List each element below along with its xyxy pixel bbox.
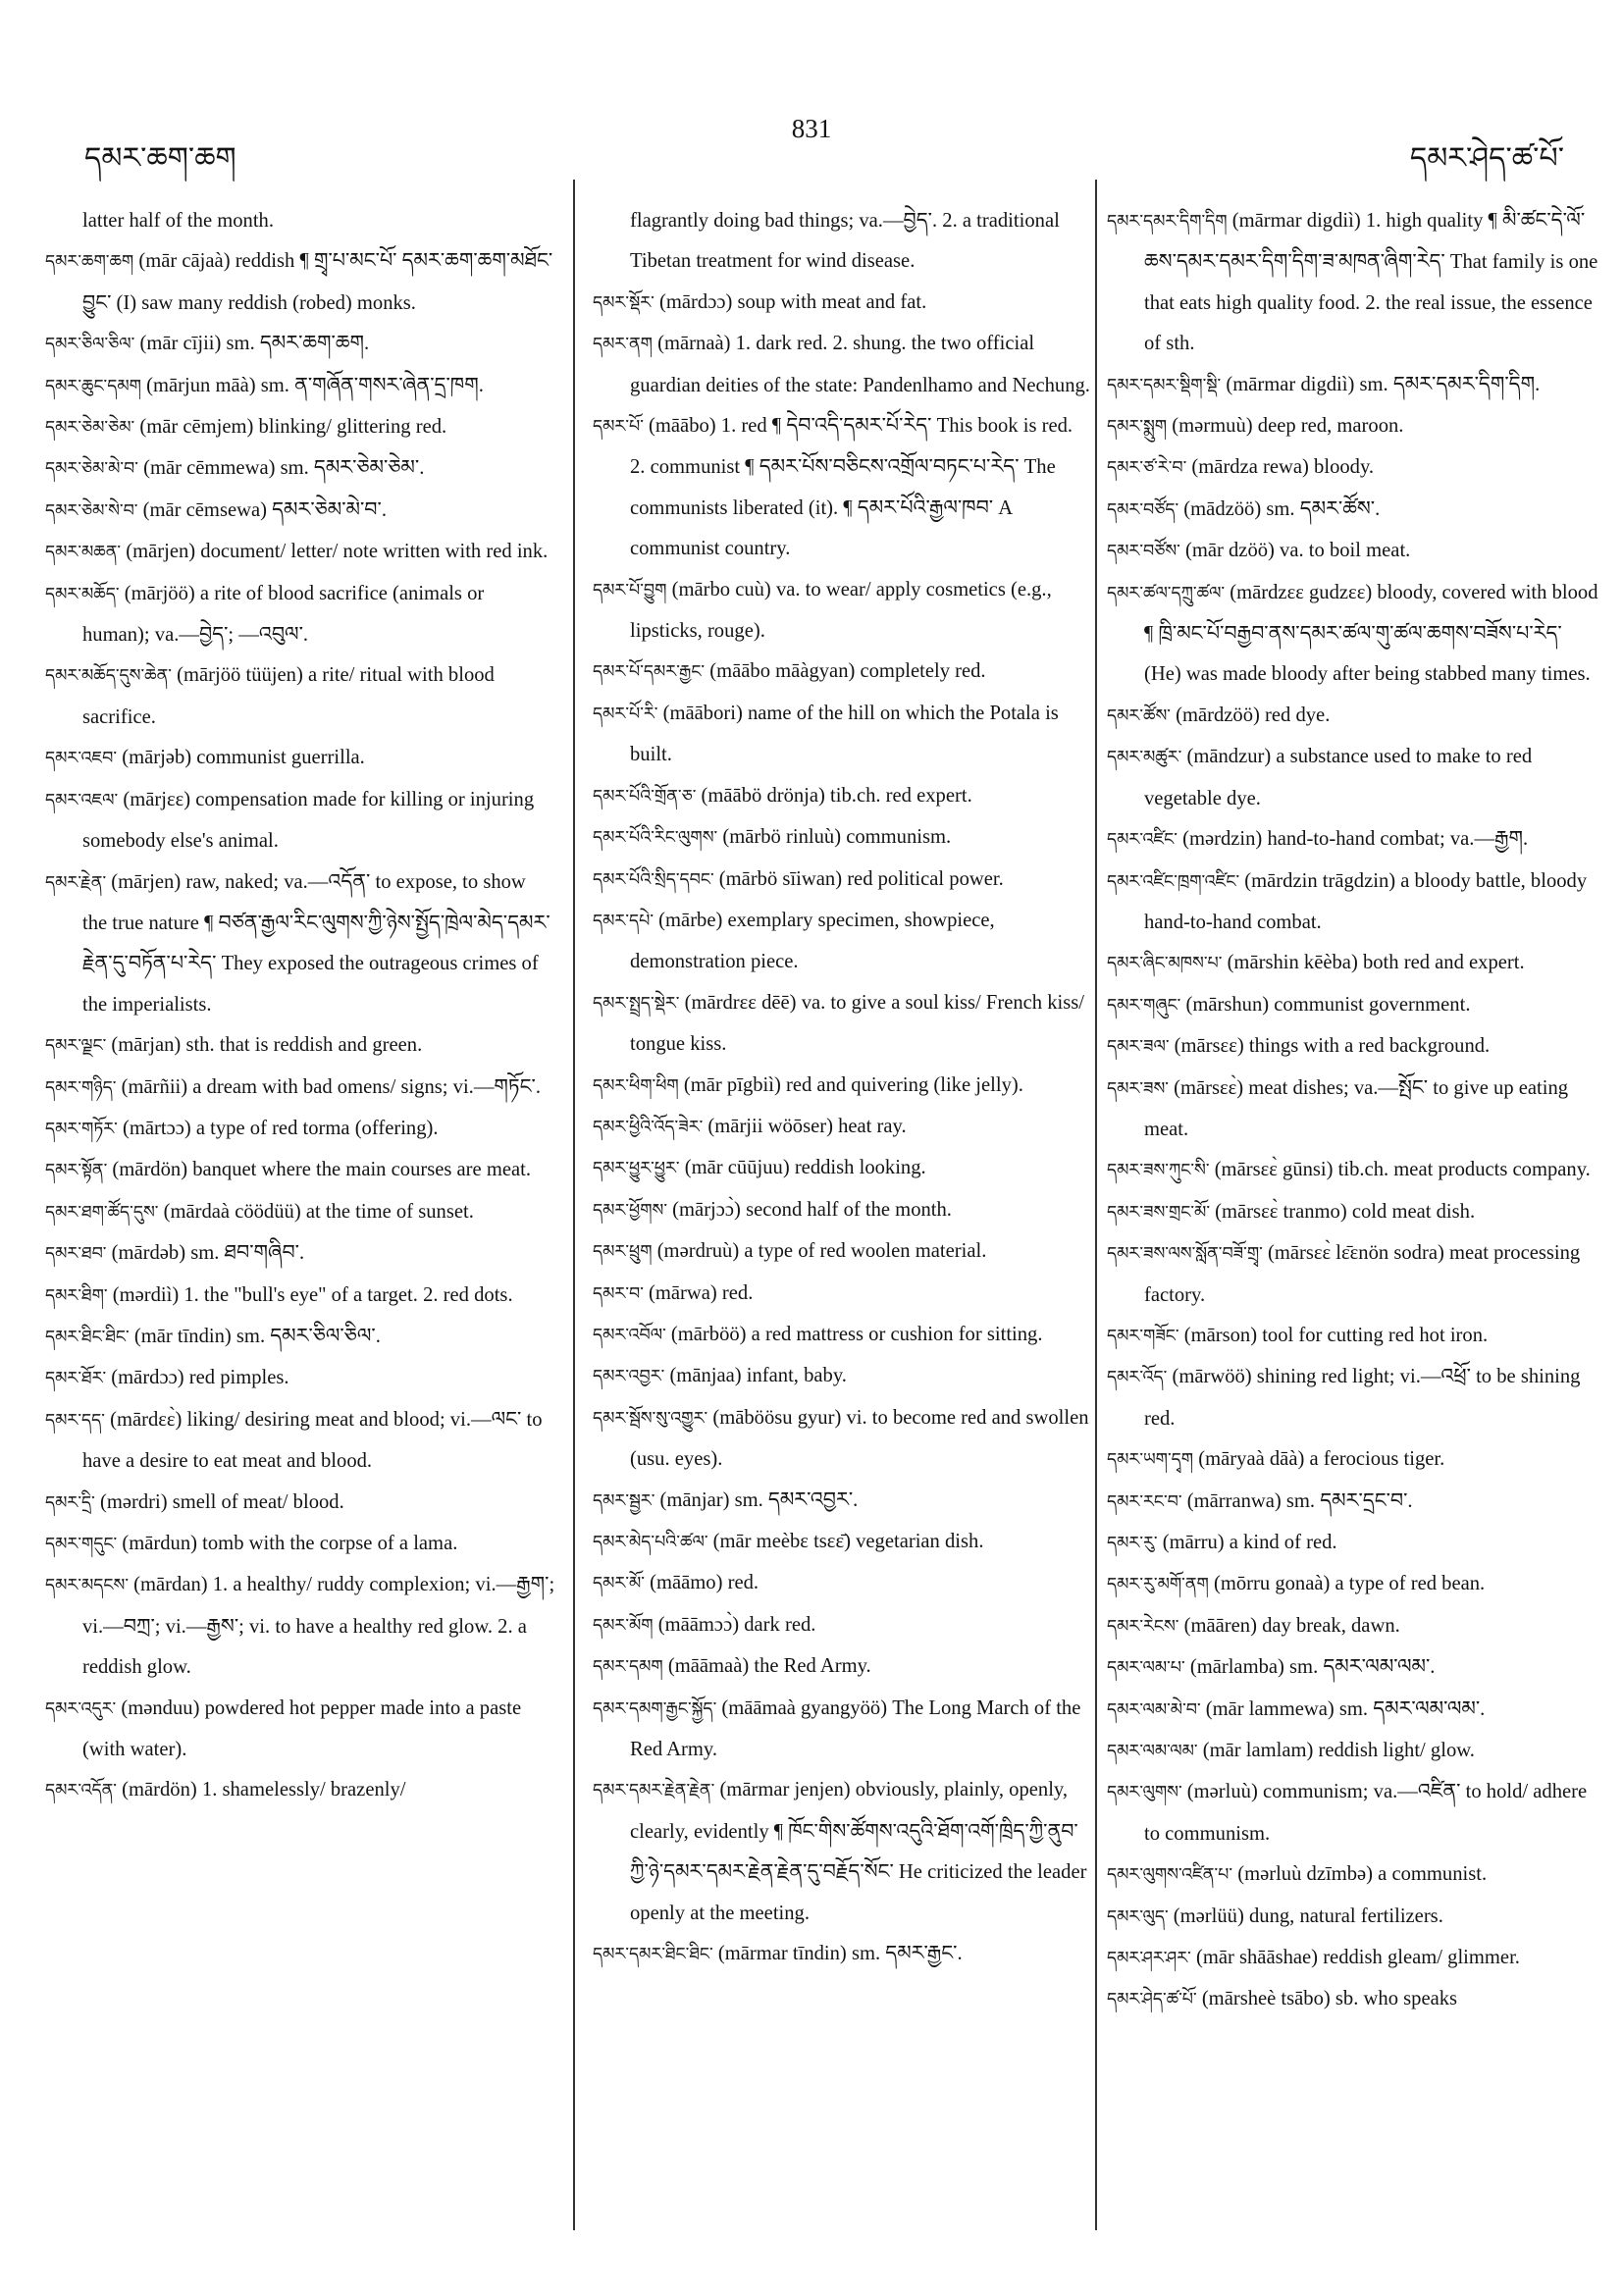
dictionary-entry xyxy=(45,1068,555,1109)
entry-definition: (mārmar digdiì) sm. དམར་དམར་དིག་དིག. xyxy=(1221,373,1541,395)
entry-headword: དམར་འདུར་ xyxy=(45,1698,117,1719)
entry-definition: latter half of the month. xyxy=(82,210,275,232)
dictionary-entry xyxy=(1107,943,1603,984)
dictionary-entry xyxy=(593,1563,1091,1604)
entry-definition: (māryaà dāà) a ferocious tiger. xyxy=(1193,1448,1445,1471)
dictionary-entry xyxy=(45,655,555,738)
entry-definition: (mārñii) a dream with bad omens/ signs; vi.—གཏོང་. xyxy=(116,1075,541,1098)
entry-headword: དམར་དམར་ཐིང་ཐིང་ xyxy=(593,1945,713,1965)
entry-headword: དམར་གཟོང་ xyxy=(1107,1326,1179,1346)
dictionary-entry xyxy=(45,1483,555,1524)
entry-definition: (mārböö) a red mattress or cushion for sitting. xyxy=(665,1323,1043,1345)
dictionary-entry xyxy=(1107,1606,1603,1647)
dictionary-entry xyxy=(1107,737,1603,819)
dictionary-entry xyxy=(593,1398,1091,1481)
entry-definition: (mārjun māà) sm. ན་གཞོན་གསར་ཞེན་དྲ་ཁག. xyxy=(140,374,484,396)
dictionary-entry xyxy=(593,1934,1091,1975)
dictionary-entry xyxy=(1107,1938,1603,1979)
entry-headword: དམར་བཙོས་ xyxy=(1107,542,1180,562)
entry-headword: དམར་ཐོར་ xyxy=(45,1369,107,1389)
entry-headword: དམར་མེད་པའི་ཚལ་ xyxy=(593,1533,708,1552)
entry-headword: དམར་སྟོན་ xyxy=(45,1161,108,1181)
entry-definition: (māāmaà) the Red Army. xyxy=(662,1655,871,1678)
dictionary-column-2 xyxy=(593,201,1091,1975)
dictionary-entry xyxy=(593,1605,1091,1646)
entry-definition: (mārjen) raw, naked; va.—འདོན་ to expose, to show the true nature ¶ བཙན་རྒྱལ་རིང་ལུགས་ཀྱི་ཉེས་སྤྱོད་ཁྲེལ་མེད་དམར་རྗེན་དུ་བཏོན་པ་རེད་ They exposed the outrageous crimes of the imperialists. xyxy=(82,870,550,1016)
entry-definition: (mārsɛɛ̀ tranmo) cold meat dish. xyxy=(1210,1200,1476,1223)
entry-headword: དམར་བ་ xyxy=(593,1283,644,1304)
dictionary-entry xyxy=(1107,573,1603,696)
entry-definition: (mārdɛɛ̀) liking/ desiring meat and blood; vi.—ལང་ to have a desire to eat meat and blood. xyxy=(82,1408,543,1473)
dictionary-entry xyxy=(593,1522,1091,1563)
entry-definition: (mārdön) 1. shamelessly/ brazenly/ xyxy=(116,1779,406,1801)
dictionary-entry xyxy=(1107,1731,1603,1772)
dictionary-entry xyxy=(1107,1564,1603,1605)
entry-definition: (mārjen) document/ letter/ note written with red ink. xyxy=(121,541,549,563)
entry-definition: (mārnaà) 1. dark red. 2. shung. the two official guardian deities of the state: Pandenlhamo and Nechung. xyxy=(630,333,1090,396)
entry-definition: (mārbe) exemplary specimen, showpiece, demonstration piece. xyxy=(630,909,995,973)
entry-headword: དམར་པོ་དམར་རྒྱང་ xyxy=(593,662,706,683)
dictionary-entry xyxy=(45,324,555,365)
entry-definition: (mərmuù) deep red, maroon. xyxy=(1167,415,1404,438)
entry-headword: དམར་འཇབ་ xyxy=(45,749,118,769)
entry-headword: དམར་ཅེམ་ཅེམ་ xyxy=(45,418,135,439)
dictionary-entry xyxy=(593,406,1091,570)
dictionary-entry xyxy=(1107,1233,1603,1316)
entry-definition: (mār cījii) sm. དམར་ཆག་ཆག. xyxy=(134,333,370,355)
dictionary-entry xyxy=(45,1025,555,1067)
entry-headword: དམར་ཕྱོགས་ xyxy=(593,1200,668,1221)
dictionary-entry xyxy=(593,283,1091,324)
entry-headword: དམར་རུ་ xyxy=(1107,1534,1158,1553)
entry-headword: དམར་ལམ་མེ་བ་ xyxy=(1107,1699,1201,1720)
entry-headword: དམར་ལུགས་འཛིན་པ་ xyxy=(1107,1865,1233,1886)
entry-headword: དམར་རང་བ་ xyxy=(1107,1491,1182,1512)
dictionary-entry xyxy=(1107,1523,1603,1564)
entry-headword: དམར་ཐིག་ xyxy=(45,1285,108,1306)
dictionary-entry xyxy=(1107,490,1603,531)
dictionary-entry xyxy=(45,574,555,656)
entry-definition: (mārwa) red. xyxy=(643,1281,754,1304)
dictionary-entry xyxy=(45,407,555,448)
entry-definition: (mərdzin) hand-to-hand combat; va.—རྒྱག. xyxy=(1177,828,1529,851)
entry-headword: དམར་པོ་ xyxy=(593,417,644,438)
running-head-left: དམར་ཆག་ཆག xyxy=(84,141,236,176)
dictionary-entry xyxy=(1107,1439,1603,1481)
dictionary-entry xyxy=(45,366,555,407)
dictionary-entry xyxy=(45,1317,555,1358)
dictionary-entry xyxy=(1107,1772,1603,1854)
entry-definition: (mārjöö tüüjen) a rite/ ritual with blood sacrifice. xyxy=(82,664,495,728)
entry-headword: དམར་ཤེད་ཚ་པོ་ xyxy=(1107,1990,1197,2010)
entry-definition: (mārbö sīiwan) red political power. xyxy=(713,867,1004,890)
entry-headword: དམར་ལམ་ལམ་ xyxy=(1107,1742,1198,1762)
dictionary-entry xyxy=(593,324,1091,406)
dictionary-entry xyxy=(45,1150,555,1191)
entry-headword: དམར་པོ་བྱུག xyxy=(593,580,667,600)
entry-definition: (mār shāāshae) reddish gleam/ glimmer. xyxy=(1190,1947,1520,1969)
entry-headword: དམར་ཙ་རེ་བ་ xyxy=(1107,458,1187,479)
dictionary-entry xyxy=(45,532,555,573)
entry-headword: དམར་ཆུང་དམག xyxy=(45,376,141,396)
entry-headword: དམར་འཛིང་ xyxy=(1107,830,1178,851)
entry-definition: (māāmaà gyangyöö) The Long March of the Red Army. xyxy=(630,1696,1081,1761)
entry-definition: (mār cūūjuu) reddish looking. xyxy=(679,1157,926,1179)
entry-definition: (māāmɔɔ̀) dark red. xyxy=(653,1613,816,1636)
dictionary-entry xyxy=(45,448,555,490)
entry-headword: དམར་ཕྱུར་ཕྱུར་ xyxy=(593,1159,680,1179)
dictionary-column-3 xyxy=(1107,201,1603,2021)
entry-definition: (mārdun) tomb with the corpse of a lama. xyxy=(117,1533,458,1554)
entry-definition: (mārshun) communist government. xyxy=(1180,993,1471,1016)
dictionary-entry xyxy=(1107,861,1603,944)
entry-headword: དམར་བཙོད་ xyxy=(1107,499,1179,520)
entry-definition: (mār tīndin) sm. དམར་ཅིལ་ཅིལ་. xyxy=(129,1325,381,1347)
entry-definition: (mōrru gonaà) a type of red bean. xyxy=(1208,1573,1486,1595)
entry-headword: དམར་ཐབ་ xyxy=(45,1244,107,1265)
entry-definition: (mār cēmmewa) sm. དམར་ཅེམ་ཅེམ་. xyxy=(137,457,425,480)
dictionary-entry xyxy=(1107,1150,1603,1191)
dictionary-entry xyxy=(1107,365,1603,406)
dictionary-entry xyxy=(1107,1316,1603,1357)
dictionary-entry xyxy=(1107,1026,1603,1068)
entry-headword: དམར་དྲི་ xyxy=(45,1492,95,1513)
entry-definition: (mārdza rewa) bloody. xyxy=(1186,456,1375,479)
entry-headword: དམར་ཡག་དྭག xyxy=(1107,1450,1194,1471)
entry-definition: (mār lammewa) sm. དམར་ལམ་ལམ་. xyxy=(1200,1697,1486,1720)
entry-definition: (mārson) tool for cutting red hot iron. xyxy=(1178,1324,1489,1346)
dictionary-entry xyxy=(1107,1482,1603,1523)
dictionary-entry xyxy=(1107,1192,1603,1233)
entry-definition: (māābö drönja) tib.ch. red expert. xyxy=(696,784,972,807)
entry-definition: (mār cēmjem) blinking/ glittering red. xyxy=(134,416,447,439)
dictionary-entry xyxy=(593,1066,1091,1107)
dictionary-entry xyxy=(45,1689,555,1771)
dictionary-entry xyxy=(45,738,555,779)
dictionary-entry xyxy=(1107,696,1603,737)
dictionary-entry xyxy=(593,1148,1091,1189)
entry-headword: དམར་ཚལ་དཀྲུ་ཚལ་ xyxy=(1107,583,1226,603)
entry-headword: དམར་ཅིལ་ཅིལ་ xyxy=(45,335,135,355)
entry-definition: (mānjaa) infant, baby. xyxy=(664,1365,847,1387)
entry-headword: དམར་འཇལ་ xyxy=(45,790,119,810)
dictionary-entry xyxy=(45,241,555,324)
entry-headword: དམར་རྗེན་ xyxy=(45,872,107,893)
entry-headword: དམར་ཤར་ཤར་ xyxy=(1107,1949,1191,1969)
entry-definition: (mārjɔɔ̀) second half of the month. xyxy=(667,1198,952,1221)
dictionary-entry xyxy=(1107,531,1603,572)
entry-headword: དམར་ཟས་ལས་སློན་བཟོ་གྲྭ་ xyxy=(1107,1244,1263,1265)
entry-headword: དམར་ལྗང་ xyxy=(45,1036,107,1057)
entry-headword: དམར་དཔེ་ xyxy=(593,911,654,931)
dictionary-entry xyxy=(1107,1647,1603,1689)
entry-definition: (mārmar digdiì) 1. high quality ¶ མི་ཚང་དེ་ལོ་ཆས་དམར་དམར་དིག་དིག་ཟ་མཁན་ཞིག་རེད་ That family is one that eats high quality food. 2. the real issue, the essence of sth. xyxy=(1144,210,1598,355)
entry-headword: དམར་སྤྲད་སྡེར་ xyxy=(593,993,680,1014)
dictionary-column-1 xyxy=(45,201,555,1812)
entry-headword: དམར་རུ་མགོ་ནག xyxy=(1107,1575,1209,1595)
dictionary-entry xyxy=(593,1770,1091,1934)
entry-headword: དམར་ཕྱིའི་འོད་ཟེར་ xyxy=(593,1117,704,1137)
entry-headword: དམར་ལུད་ xyxy=(1107,1906,1169,1927)
entry-headword: དམར་མཚུར་ xyxy=(1107,748,1182,768)
entry-definition: (mārjii wöōser) heat ray. xyxy=(703,1115,907,1137)
entry-headword: དམར་པོ་རི་ xyxy=(593,704,658,724)
entry-definition: (mār dzöö) va. to boil meat. xyxy=(1179,540,1411,562)
dictionary-entry xyxy=(45,491,555,532)
entry-headword: དམར་ཟས་ཀུང་སི་ xyxy=(1107,1161,1210,1181)
entry-definition: (mərluù dzīmbə) a communist. xyxy=(1232,1863,1488,1886)
entry-headword: དམར་གཏོར་ xyxy=(45,1119,118,1139)
entry-definition: (mārsɛɛ) things with a red background. xyxy=(1169,1035,1491,1058)
page-number: 831 xyxy=(791,114,832,143)
entry-headword: དམར་ཟལ་ xyxy=(1107,1037,1170,1058)
dictionary-entry xyxy=(593,1231,1091,1273)
dictionary-entry xyxy=(45,1233,555,1275)
entry-headword: དམར་འཛིང་ཁྲག་འཛིང་ xyxy=(1107,871,1240,892)
entry-headword: དམར་པོའི་སྲིད་དབང་ xyxy=(593,869,714,890)
entry-headword: དམར་དམར་རྗེན་རྗེན་ xyxy=(593,1781,715,1801)
entry-headword: དམར་ལུགས་ xyxy=(1107,1783,1182,1803)
dictionary-entry xyxy=(1107,447,1603,489)
dictionary-entry xyxy=(593,817,1091,859)
entry-headword: དམར་ཕིག་ཕིག xyxy=(593,1075,679,1096)
dictionary-entry xyxy=(1107,1069,1603,1151)
dictionary-entry xyxy=(593,1356,1091,1397)
entry-definition: (mərdri) smell of meat/ blood. xyxy=(94,1490,344,1513)
dictionary-entry xyxy=(1107,201,1603,365)
entry-definition: (mārjəb) communist guerrilla. xyxy=(117,747,365,769)
entry-definition: (mərdiì) 1. the "bull's eye" of a target. 2. red dots. xyxy=(107,1283,513,1306)
entry-headword: དམར་མོག xyxy=(593,1615,654,1636)
entry-definition: (mərdruù) a type of red woolen material. xyxy=(652,1240,987,1263)
dictionary-entry xyxy=(45,1109,555,1150)
entry-definition: (mārtɔɔ) a type of red torma (offering). xyxy=(117,1117,439,1139)
entry-definition: (mārmar tīndin) sm. དམར་རྒྱང་. xyxy=(712,1943,963,1965)
entry-headword: དམར་ཆག་ཆག xyxy=(45,252,134,273)
entry-definition: (māböösu gyur) vi. to become red and swollen (usu. eyes). xyxy=(630,1406,1089,1471)
dictionary-entry xyxy=(593,1107,1091,1148)
dictionary-entry xyxy=(593,1481,1091,1522)
entry-definition: (mārwöö) shining red light; vi.—འཕྲོ་ to be shining red. xyxy=(1144,1366,1581,1430)
entry-headword: དམར་དད་ xyxy=(45,1410,105,1431)
dictionary-entry xyxy=(45,862,555,1026)
entry-headword: དམར་མཆན་ xyxy=(45,543,122,563)
dictionary-entry xyxy=(45,1524,555,1565)
entry-headword: དམར་གདུང་ xyxy=(45,1535,118,1554)
entry-definition: (mārsɛɛ̀ lɛ̄ɛnön sodra) meat processing factory. xyxy=(1144,1242,1581,1306)
entry-definition: (mənduu) powdered hot pepper made into a paste (with water). xyxy=(82,1696,522,1761)
entry-definition: (mārsɛɛ̀) meat dishes; va.—སྤོང་ to give up eating meat. xyxy=(1144,1076,1569,1140)
entry-headword: དམར་ནག xyxy=(593,335,653,355)
dictionary-entry xyxy=(593,201,1091,283)
entry-headword: དམར་ཞིང་མཁས་པ་ xyxy=(1107,954,1223,974)
dictionary-entry xyxy=(593,1190,1091,1231)
entry-definition: (mārru) a kind of red. xyxy=(1157,1532,1337,1553)
column-divider xyxy=(573,180,575,2230)
entry-headword: དམར་ལམ་པ་ xyxy=(1107,1658,1185,1679)
entry-definition: (mārdɔɔ) soup with meat and fat. xyxy=(654,290,927,313)
dictionary-entry xyxy=(593,652,1091,693)
dictionary-entry xyxy=(593,860,1091,901)
dictionary-entry xyxy=(1107,819,1603,861)
running-head-right: དམར་ཤེད་ཚ་པོ་ xyxy=(1409,141,1564,176)
dictionary-entry xyxy=(593,570,1091,652)
entry-definition: (mār meèbɛ tsɛɛ̄) vegetarian dish. xyxy=(707,1531,984,1552)
entry-definition: (mārdzɛɛ gudzɛɛ) bloody, covered with blood ¶ ཁྲི་མང་པོ་བརྒྱབ་ནས་དམར་ཚལ་གུ་ཚལ་ཆགས་བཟོས་པ་རེད་ (He) was made bloody after being stabbed many times. xyxy=(1144,581,1598,686)
entry-headword: དམར་གཉིད་ xyxy=(45,1077,117,1098)
dictionary-entry xyxy=(45,780,555,862)
dictionary-entry xyxy=(45,1276,555,1317)
dictionary-entry xyxy=(593,776,1091,817)
dictionary-entry xyxy=(45,1565,555,1688)
column-divider xyxy=(1095,180,1097,2230)
entry-definition: (mārdzin trāgdzin) a bloody battle, bloody hand-to-hand combat. xyxy=(1144,869,1588,933)
dictionary-entry xyxy=(45,1770,555,1811)
entry-headword: དམར་དམག xyxy=(593,1657,663,1678)
entry-headword: དམར་དམར་སྡིག་སྡི་ xyxy=(1107,375,1222,395)
dictionary-entry xyxy=(1107,985,1603,1026)
dictionary-entry xyxy=(45,1400,555,1483)
entry-definition: (mārdan) 1. a healthy/ ruddy complexion; vi.—རྒྱག་; vi.—བཀྲ་; vi.—རྒྱས་; vi. to have a healthy red glow. 2. a reddish glow. xyxy=(82,1574,555,1679)
entry-definition: (mār pīgbiì) red and quivering (like jelly). xyxy=(678,1073,1023,1096)
entry-definition: (māābori) name of the hill on which the Potala is built. xyxy=(630,702,1059,766)
dictionary-entry xyxy=(45,201,555,241)
entry-headword: དམར་རེངས་ xyxy=(1107,1616,1179,1637)
entry-headword: དམར་ཕྲུག xyxy=(593,1242,653,1263)
entry-definition: (māndzur) a substance used to make to red vegetable dye. xyxy=(1144,746,1533,809)
entry-definition: (mārranwa) sm. དམར་དྲང་བ་. xyxy=(1181,1489,1413,1512)
entry-headword: དམར་མདངས་ xyxy=(45,1576,129,1596)
entry-headword: དམར་མོ་ xyxy=(593,1574,645,1594)
entry-headword: དམར་ཟས་གྲང་མོ་ xyxy=(1107,1202,1211,1223)
entry-definition: (mār lamlam) reddish light/ glow. xyxy=(1197,1740,1475,1762)
entry-headword: དམར་པོའི་གྲོན་ཅ་ xyxy=(593,786,697,807)
entry-headword: དམར་པོའི་རིང་ལུགས་ xyxy=(593,828,718,849)
entry-definition: (mānjar) sm. དམར་འབྱར་. xyxy=(654,1488,859,1511)
dictionary-entry xyxy=(593,901,1091,983)
entry-definition: (mār cājaà) reddish ¶ གྲྭ་པ་མང་པོ་ དམར་ཆག་ཆག་མཐོང་བྱུང་ (I) saw many reddish (robed) monks. xyxy=(82,250,553,314)
entry-definition: (mārdzöö) red dye. xyxy=(1170,704,1331,726)
entry-definition: (mārdön) banquet where the main courses are meat. xyxy=(107,1159,531,1181)
entry-definition: (mārsheè tsābo) sb. who speaks xyxy=(1196,1988,1458,2010)
dictionary-entry xyxy=(1107,1357,1603,1439)
entry-definition: (mārdɔɔ) red pimples. xyxy=(106,1367,289,1389)
dictionary-entry xyxy=(593,1315,1091,1356)
entry-definition: flagrantly doing bad things; va.—བྱེད་. 2. a traditional Tibetan treatment for wind disease. xyxy=(630,210,1060,273)
entry-definition: (māābo) 1. red ¶ དེབ་འདི་དམར་པོ་རེད་ This book is red. 2. communist ¶ དམར་པོས་བཅིངས་འགྲོལ་བཏང་པ་རེད་ The communists liberated (it). ¶ དམར་པོའི་རྒྱལ་ཁབ་ A communist country. xyxy=(630,415,1073,560)
entry-definition: (māāmo) red. xyxy=(644,1572,759,1594)
entry-definition: (mārjöö) a rite of blood sacrifice (animals or human); va.—བྱེད་; —འབུལ་. xyxy=(82,582,485,647)
entry-headword: དམར་སྦྱར་ xyxy=(593,1490,655,1511)
entry-definition: (mārdəb) sm. ཐབ་གཞིབ་. xyxy=(106,1242,305,1265)
dictionary-entry xyxy=(1107,406,1603,447)
entry-definition: (mərluù) communism; va.—འཛིན་ to hold/ adhere to communism. xyxy=(1144,1781,1588,1845)
dictionary-entry xyxy=(1107,1897,1603,1938)
entry-definition: (mərlüü) dung, natural fertilizers. xyxy=(1168,1905,1443,1927)
entry-definition: (mārmar jenjen) obviously, plainly, openly, clearly, evidently ¶ ཁོང་གིས་ཚོགས་འདུའི་ཐོག་འགོ་ཁྲིད་ཀྱི་ནུབ་ཀྱི་ཉེ་དམར་དམར་རྗེན་རྗེན་དུ་བརྗོད་སོང་ He criticized the leader openly at the meeting. xyxy=(630,1779,1087,1924)
entry-headword: དམར་དམག་རྒྱང་སྐྱོད་ xyxy=(593,1698,717,1719)
dictionary-entry xyxy=(593,983,1091,1066)
entry-definition: (mārjan) sth. that is reddish and green. xyxy=(106,1034,423,1057)
dictionary-entry xyxy=(593,1646,1091,1688)
entry-headword: དམར་ཟས་ xyxy=(1107,1078,1169,1099)
entry-headword: དམར་དམར་དིག་དིག xyxy=(1107,212,1228,232)
entry-definition: (mārjɛɛ) compensation made for killing or injuring somebody else's animal. xyxy=(82,788,535,853)
dictionary-entry xyxy=(593,1689,1091,1771)
entry-headword: དམར་འབྱར་ xyxy=(593,1367,665,1387)
entry-headword: དམར་འོད་ xyxy=(1107,1368,1168,1388)
entry-headword: དམར་གཞུང་ xyxy=(1107,995,1181,1016)
entry-headword: དམར་སྡོར་ xyxy=(593,292,654,313)
entry-definition: (mārsɛɛ̀ gūnsi) tib.ch. meat products company. xyxy=(1209,1159,1591,1181)
entry-definition: (mār cēmsewa) དམར་ཅེམ་མེ་བ་. xyxy=(137,498,387,521)
entry-definition: (mādzöö) sm. དམར་ཚོས་. xyxy=(1178,497,1381,520)
dictionary-entry xyxy=(45,1358,555,1399)
entry-definition: (mārbö rinluù) communism. xyxy=(717,826,952,849)
entry-headword: དམར་འབོལ་ xyxy=(593,1325,666,1345)
entry-definition: (mārdrɛɛ dēē) va. to give a soul kiss/ French kiss/ tongue kiss. xyxy=(630,991,1084,1056)
dictionary-entry xyxy=(45,1192,555,1233)
entry-headword: དམར་ཅེམ་མེ་བ་ xyxy=(45,459,138,480)
entry-headword: དམར་ཚོས་ xyxy=(1107,705,1171,726)
entry-headword: དམར་སྨུག xyxy=(1107,417,1168,438)
dictionary-entry xyxy=(1107,1690,1603,1731)
entry-headword: དམར་ཐག་ཚོད་དུས་ xyxy=(45,1202,159,1223)
dictionary-entry xyxy=(593,1274,1091,1315)
entry-headword: དམར་སྦོས་སུ་འགྱུར་ xyxy=(593,1408,708,1429)
entry-definition: (māāren) day break, dawn. xyxy=(1178,1614,1400,1637)
entry-definition: (mārshin kēèba) both red and expert. xyxy=(1222,952,1525,974)
dictionary-entry xyxy=(593,694,1091,776)
entry-headword: དམར་འདོན་ xyxy=(45,1781,117,1801)
entry-headword: དམར་མཆོད་དུས་ཆེན་ xyxy=(45,666,172,687)
entry-definition: (mārdaà cöödüü) at the time of sunset. xyxy=(158,1200,474,1223)
entry-headword: དམར་ཅེམ་སེ་བ་ xyxy=(45,500,138,521)
entry-headword: དམར་མཆོད་ xyxy=(45,584,120,604)
entry-headword: དམར་ཐིང་ཐིང་ xyxy=(45,1327,130,1347)
entry-definition: (mārbo cuù) va. to wear/ apply cosmetics (e.g., lipsticks, rouge). xyxy=(630,578,1052,643)
entry-definition: (māābo māàgyan) completely red. xyxy=(705,660,986,683)
entry-definition: (mārlamba) sm. དམར་ལམ་ལམ་. xyxy=(1184,1656,1436,1679)
dictionary-entry xyxy=(1107,1854,1603,1896)
dictionary-entry xyxy=(1107,1979,1603,2020)
